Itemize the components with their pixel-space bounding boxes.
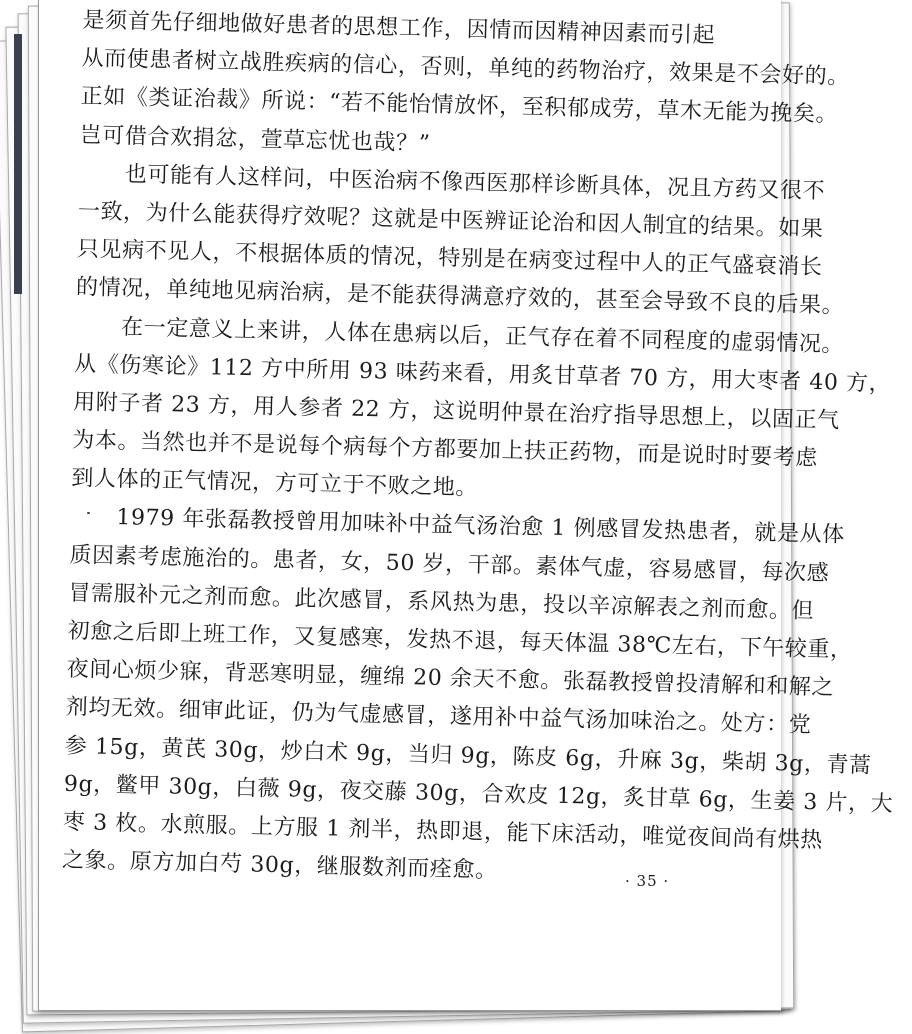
- text-line: 初愈之后即上班工作，又复感寒，发热不退，每天体温 38℃左右，下午较重，: [67, 618, 853, 663]
- text-line: 1979 年张磊教授曾用加味补中益气汤治愈 1 例感冒发热患者，就是从体: [116, 505, 846, 549]
- text-line: 一致，为什么能获得疗效呢？这就是中医辨证论治和因人制宜的结果。如果: [77, 198, 824, 243]
- text-line: 只见病不见人，不根据体质的情况，特别是在病变过程中人的正气盛衰消长: [76, 237, 823, 281]
- text-line: 冒需服补元之剂而愈。此次感冒，系风热为患，投以辛凉解表之剂而愈。但: [68, 580, 815, 624]
- document-page: [38, 0, 894, 1011]
- text-line: 剂均无效。细审此证，仍为气虚感冒，遂用补中益气汤加味治之。处方：党: [65, 695, 812, 739]
- page-number: · 35 ·: [625, 872, 670, 890]
- text-line: 用附子者 23 方，用人参者 22 方，这说明仲景在治疗指导思想上，以固正气: [72, 389, 841, 434]
- text-line: 从《伤寒论》112 方中所用 93 味药来看，用炙甘草者 70 方，用大枣者 40 方，: [73, 351, 892, 397]
- text-line: 夜间心烦少寐，背恶寒明显，缠绵 20 余天不愈。张磊教授曾投清解和和解之: [66, 656, 835, 701]
- text-line: 正如《类证治裁》所说：“若不能怡情放怀，至积郁成劳，草木无能为挽矣。: [80, 84, 839, 128]
- text-line: 之象。原方加白芍 30g，继服数剂而痊愈。: [61, 847, 498, 884]
- text-line: 枣 3 枚。水煎服。上方服 1 剂半，热即退，能下床活动，唯觉夜间尚有烘热: [62, 809, 824, 854]
- text-line: 在一定意义上来讲，人体在患病以后，正气存在着不同程度的虚弱情况。: [120, 314, 845, 358]
- text-line: 也可能有人这样问，中医治病不像西医那样诊断具体，况且方药又很不: [124, 161, 826, 204]
- text-line: 是须首先仔细地做好患者的思想工作，因情而因精神因素而引起: [82, 7, 716, 49]
- text-line: 质因素考虑施治的。患者，女，50 岁，干部。素体气虚，容易感冒，每次感: [69, 542, 830, 587]
- text-line: 到人体的正气情况，方可立于不败之地。: [71, 466, 479, 502]
- text-line: 为本。当然也并不是说每个病每个方都要加上扶正药物，而是说时时要考虑: [71, 427, 819, 472]
- text-line: 的情况，单纯地见病治病，是不能获得满意疗效的，甚至会导致不良的后果。: [75, 275, 845, 319]
- body-text: [61, 2, 894, 897]
- text-line: 9g，鳖甲 30g，白薇 9g，夜交藤 30g，合欢皮 12g，炙甘草 6g，生姜 3 片，大: [63, 771, 894, 817]
- text-line: 从而使患者树立战胜疾病的信心，否则，单纯的药物治疗，效果是不会好的。: [81, 46, 851, 90]
- binder-edge-left: [14, 34, 22, 294]
- text-line: 岂可借合欢捐忿，萱草忘忧也哉？”: [79, 122, 431, 157]
- text-line: 参 15g，黄芪 30g，炒白术 9g，当归 9g，陈皮 6g，升麻 3g，柴胡 3g，青蒿: [64, 733, 872, 779]
